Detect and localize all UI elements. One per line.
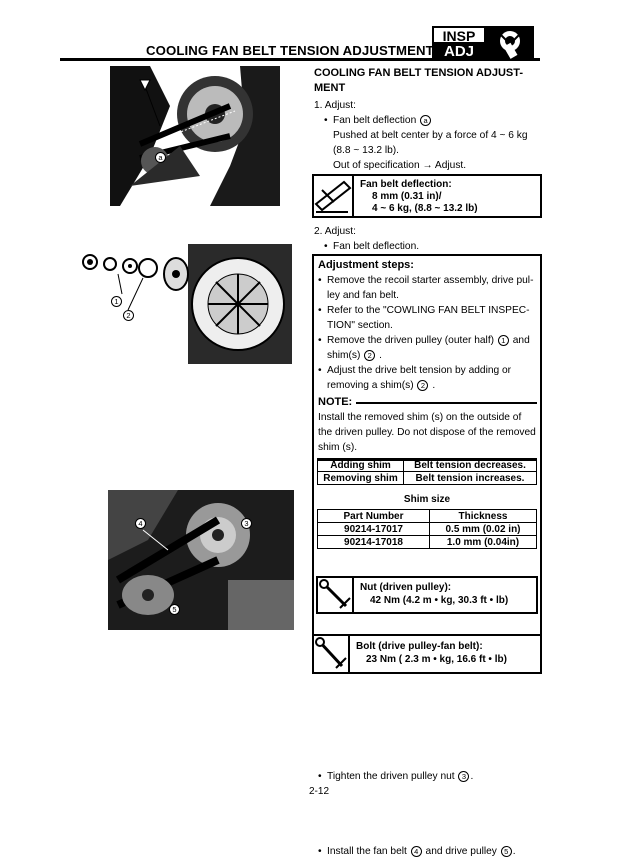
spec3-value: 23 Nm ( 2.3 m • kg, 16.6 ft • lb) [366, 654, 507, 665]
callout-5: 5 [169, 604, 180, 615]
removing-shim-cell: Removing shim [318, 472, 404, 485]
callout-4: 4 [135, 518, 146, 529]
page-header-title: COOLING FAN BELT TENSION ADJUSTMENT [146, 43, 434, 58]
step3-text-a: Remove the driven pulley (outer half) [327, 335, 495, 346]
wrench-badge [486, 26, 534, 60]
install-end: . [512, 846, 516, 857]
mark-1: 1 [498, 335, 509, 346]
part-number-header: Part Number [318, 510, 430, 523]
deflection-gauge-icon [314, 176, 354, 216]
tighten-text: Tighten the driven pulley nut [327, 771, 455, 782]
step-refer-section: • Refer to the "COWLING FAN BELT INSPEC-TION" section. [318, 303, 537, 333]
thickness-header: Thickness [430, 510, 537, 523]
torque-wrench-icon [318, 578, 354, 612]
install-text-a: Install the fan belt [327, 846, 407, 857]
shim-size-title: Shim size [403, 494, 451, 505]
page-number: 2-12 [308, 786, 329, 797]
install-step [318, 844, 538, 859]
mark-a: a [420, 115, 431, 126]
spec-nut-torque [316, 576, 538, 614]
badge-top-label: INSP [434, 28, 484, 44]
callout-3: 3 [241, 518, 252, 529]
mark-2: 2 [364, 350, 375, 361]
table-row [318, 523, 537, 536]
step-remove-driven-pulley [318, 333, 537, 363]
step-adjust-tension [318, 363, 537, 393]
note-label: NOTE: [318, 396, 353, 408]
tension-increases-cell: Belt tension increases. [404, 472, 537, 485]
spec3-title: Bolt (drive pulley-fan belt): [356, 641, 483, 652]
step1-block [314, 98, 542, 173]
spec1-line2: 4 ~ 6 kg, (8.8 ~ 13.2 lb) [372, 203, 478, 214]
spec2-value: 42 Nm (4.2 m • kg, 30.3 ft • lb) [370, 595, 509, 606]
table-row [318, 472, 537, 485]
spec1-line1: 8 mm (0.31 in)/ [372, 191, 442, 202]
note-rule [356, 402, 537, 404]
torque-wrench-icon [314, 636, 350, 672]
part-number-cell: 90214-17017 [318, 523, 430, 536]
fan-belt-photo [110, 66, 280, 206]
thickness-cell: 1.0 mm (0.04in) [430, 536, 537, 549]
table-row [318, 536, 537, 549]
wrench-icon [486, 26, 534, 60]
note-header [318, 395, 537, 410]
callout-2: 2 [123, 310, 134, 321]
step2-label: 2. Adjust: [314, 226, 356, 237]
mark-4: 4 [411, 846, 422, 857]
step3-end: . [379, 350, 382, 361]
step1-spec-note: Out of specification → Adjust. [333, 160, 467, 171]
spec-fan-belt-deflection [312, 174, 542, 218]
step4-end: . [432, 380, 436, 391]
table-header-row [318, 510, 537, 523]
spec2-title: Nut (driven pulley): [360, 582, 452, 593]
badge-bottom-label: ADJ [434, 44, 484, 59]
tighten-step [318, 769, 538, 784]
adding-shim-cell: Adding shim [318, 459, 404, 472]
shim-size-table [317, 509, 537, 549]
part-number-cell: 90214-17018 [318, 536, 430, 549]
table-row [318, 459, 537, 472]
tighten-end: . [470, 771, 474, 782]
pulley-shim-diagram [48, 214, 292, 364]
note-text: Install the removed shim (s) on the outside of the driven pulley. Do not dispose of the removed shim (s). [318, 412, 536, 453]
thickness-cell: 0.5 mm (0.02 in) [430, 523, 537, 536]
install-text-b: and drive pulley [425, 846, 497, 857]
spec-bolt-torque [312, 634, 542, 674]
step2-block [314, 224, 542, 254]
step3-text-b: and shim(s) [327, 335, 530, 361]
mark-3: 3 [458, 771, 469, 782]
step4-text: Adjust the drive belt tension by adding or removing a shim(s) [327, 365, 512, 391]
step1-label: 1. Adjust: [314, 100, 356, 111]
section-title: COOLING FAN BELT TENSION ADJUST-MENT [314, 67, 524, 94]
shim-effect-table [317, 458, 537, 485]
step1-bullet [324, 113, 542, 128]
tension-decreases-cell: Belt tension decreases. [404, 459, 537, 472]
step-remove-recoil: • Remove the recoil starter assembly, drive pul-ley and fan belt. [318, 273, 537, 303]
insp-adj-badge [432, 26, 486, 60]
mark-5: 5 [501, 846, 512, 857]
step1-bullet-text: Fan belt deflection [333, 115, 417, 126]
callout-1: 1 [111, 296, 122, 307]
spec1-title: Fan belt deflection: [360, 179, 452, 190]
steps-title: Adjustment steps: [318, 259, 414, 271]
step2-bullet: • Fan belt deflection. [324, 239, 542, 254]
step1-detail: Pushed at belt center by a force of 4 ~ 6 kg (8.8 ~ 13.2 lb). [333, 130, 528, 156]
callout-a: a [155, 152, 166, 163]
drive-pulley-photo [108, 490, 294, 630]
mark-2b: 2 [417, 380, 428, 391]
